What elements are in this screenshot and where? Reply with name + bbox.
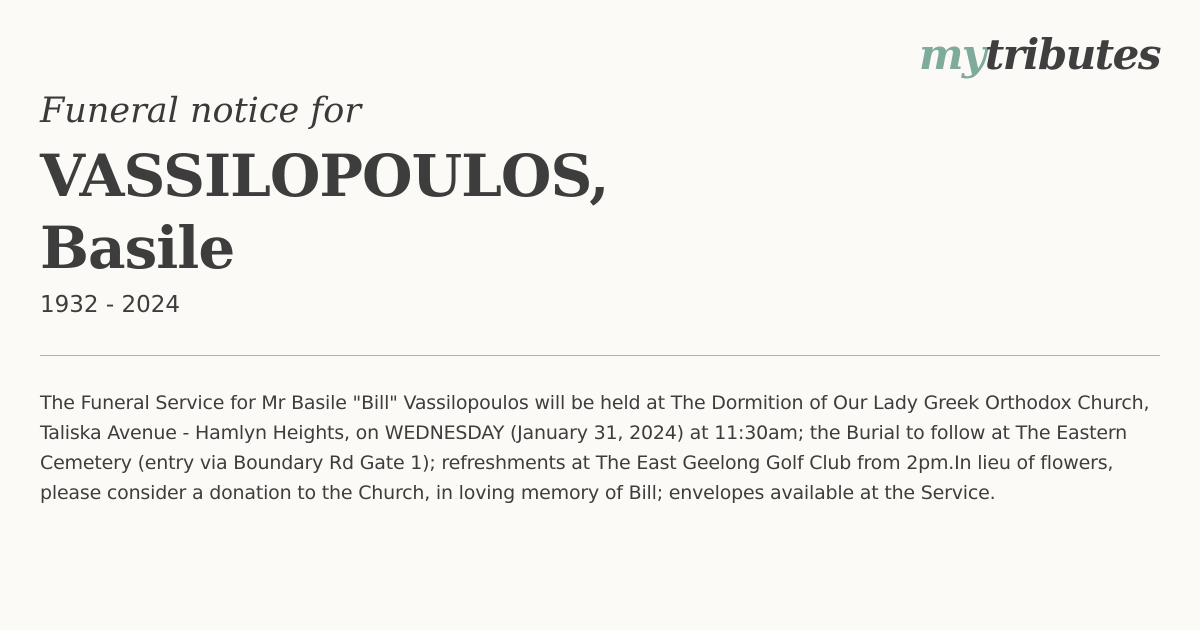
- mytributes-logo: [918, 30, 1160, 79]
- notice-body: The Funeral Service for Mr Basile "Bill" Vassilopoulos will be held at The Dormition of Our Lady Greek Orthodox Church, Taliska Avenue - Hamlyn Heights, on WEDNESDAY (January 31, 2024) at 11:30am; the Burial to follow at The Eastern Cemetery (entry via Boundary Rd Gate 1); refreshments at The East Geelong Golf Club from 2pm.In lieu of flowers, please consider a donation to the Church, in loving memory of Bill; envelopes available at the Service.: [40, 392, 1150, 504]
- notice-kicker: Funeral notice for: [40, 91, 362, 131]
- deceased-name: [40, 140, 608, 284]
- divider: [40, 355, 1160, 356]
- logo-suffix: tributes: [984, 30, 1160, 79]
- deceased-given-name: Basile: [40, 214, 235, 282]
- life-years: 1932 - 2024: [40, 292, 180, 318]
- deceased-surname: VASSILOPOULOS,: [40, 142, 609, 210]
- logo-prefix: my: [918, 30, 985, 79]
